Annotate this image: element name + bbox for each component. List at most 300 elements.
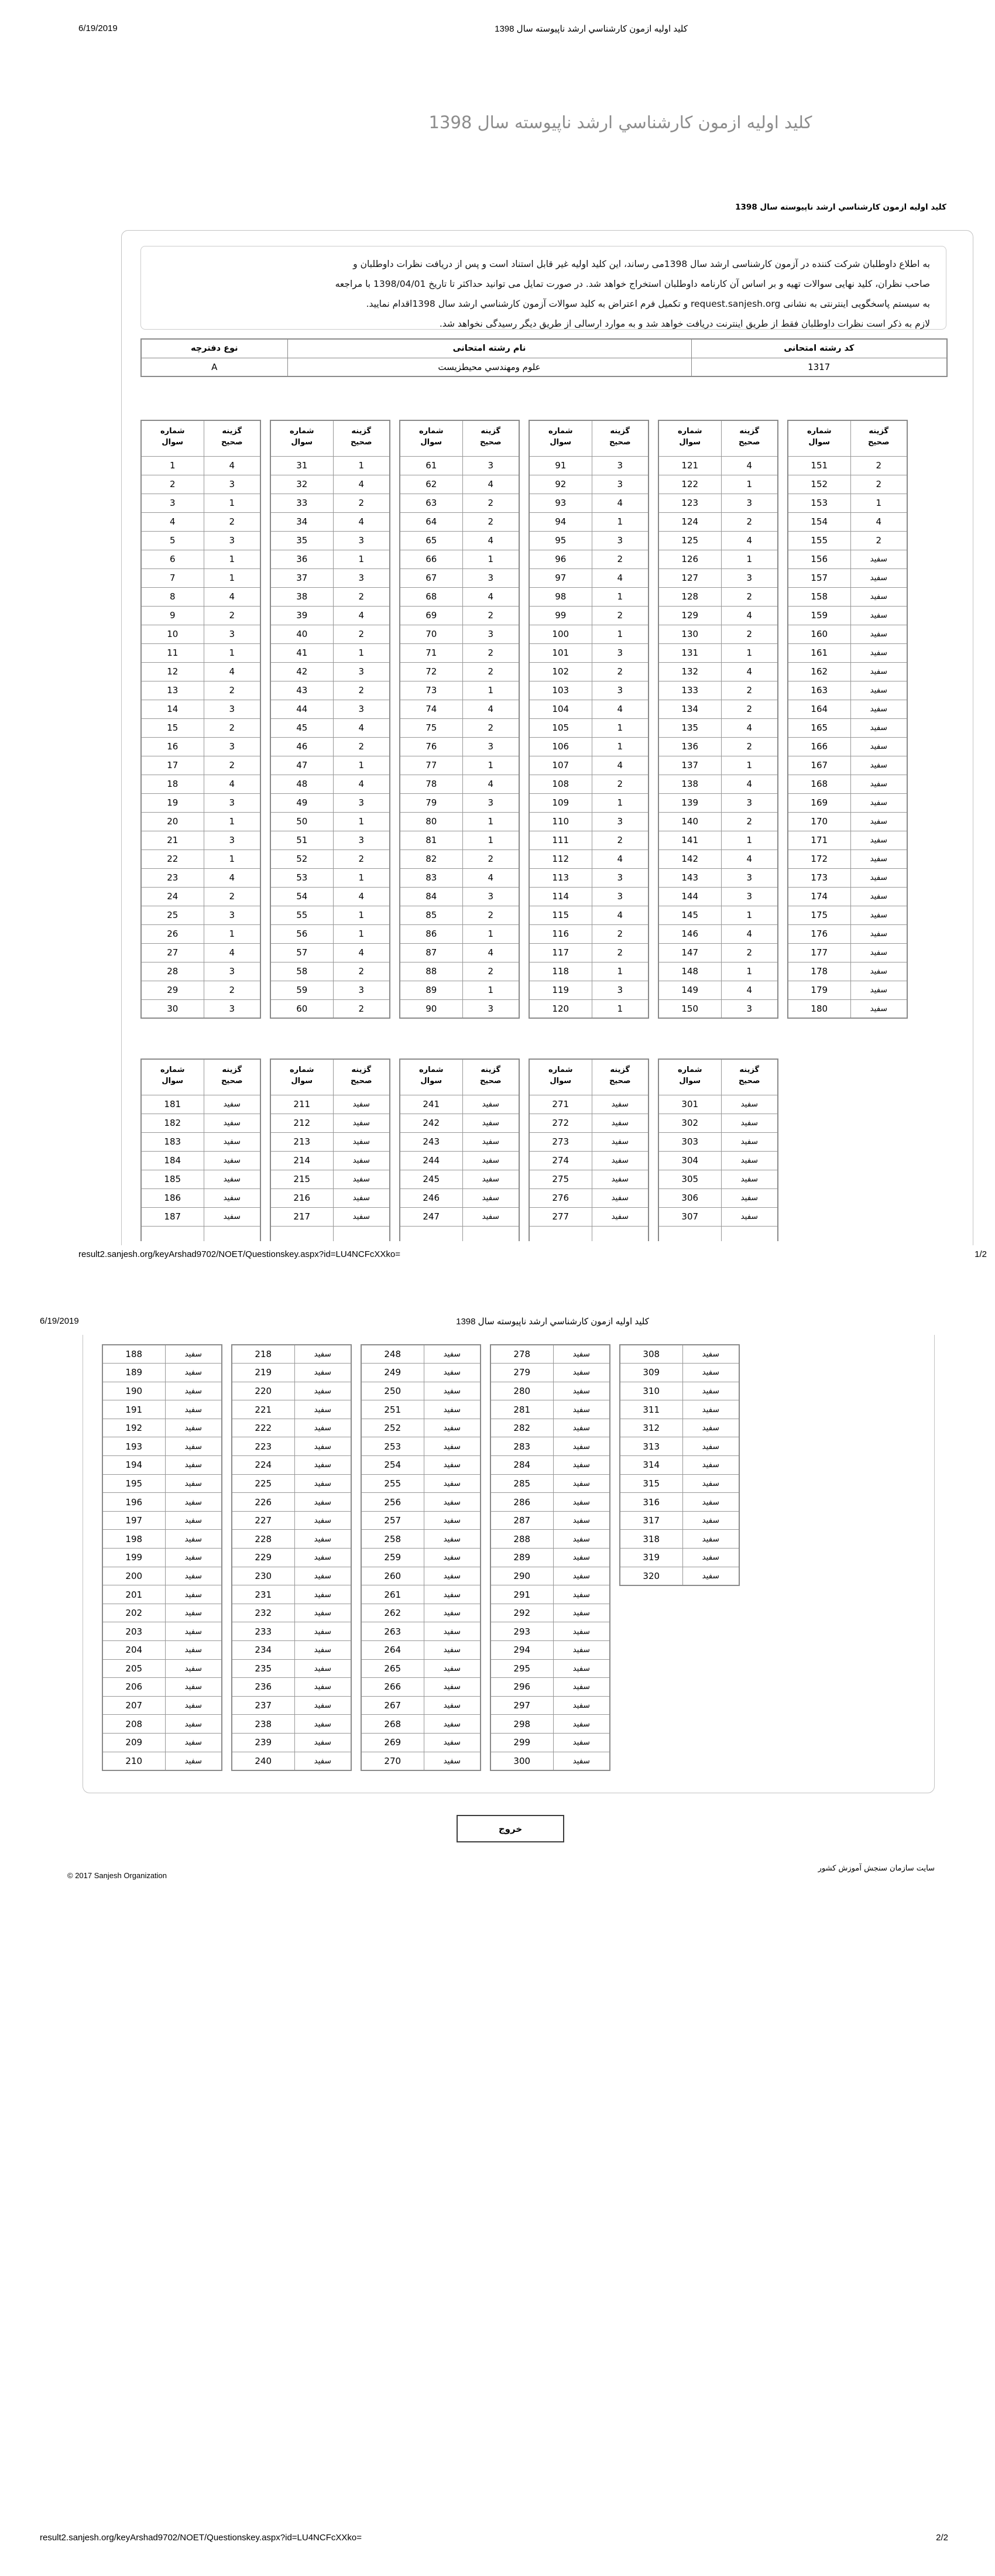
answer-key-subtable xyxy=(658,1059,778,1241)
answer-cell: سفید xyxy=(424,1585,481,1604)
question-number-cell: 312 xyxy=(620,1419,682,1437)
question-number-cell: 73 xyxy=(400,681,462,700)
answer-cell: 4 xyxy=(721,718,778,737)
question-number-cell: 198 xyxy=(102,1530,165,1549)
answer-cell: 2 xyxy=(721,737,778,756)
answer-cell: سفید xyxy=(592,1151,649,1170)
answer-cell: سفید xyxy=(204,1095,260,1114)
answer-cell: سفید xyxy=(553,1474,610,1493)
answer-cell: 1 xyxy=(204,568,260,587)
answer-cell: سفید xyxy=(553,1622,610,1641)
answer-key-subtable xyxy=(787,420,908,1019)
answer-cell: سفید xyxy=(850,812,907,831)
exit-button[interactable]: خروج xyxy=(457,1815,564,1842)
question-number-cell: 77 xyxy=(400,756,462,775)
question-number-cell: 265 xyxy=(361,1659,424,1678)
section-title: کلید اولیه ازمون کارشناسي ارشد ناپیوسته سال 1398 xyxy=(735,203,946,212)
answer-cell: 2 xyxy=(850,456,907,475)
question-number-cell: 271 xyxy=(529,1095,592,1114)
question-number-cell: 306 xyxy=(658,1188,721,1207)
answer-cell: سفید xyxy=(333,1114,390,1132)
answer-cell: 1 xyxy=(204,924,260,943)
answer-cell: 3 xyxy=(204,737,260,756)
question-number-cell: 259 xyxy=(361,1549,424,1567)
answer-cell: سفید xyxy=(553,1585,610,1604)
answer-cell: 2 xyxy=(721,512,778,531)
question-number-cell: 303 xyxy=(658,1132,721,1151)
answer-cell: 2 xyxy=(592,662,649,681)
answer-cell: سفید xyxy=(850,718,907,737)
answer-cell: سفید xyxy=(333,1132,390,1151)
question-number-cell: 256 xyxy=(361,1493,424,1512)
question-number-cell: 320 xyxy=(620,1567,682,1585)
answer-key-subtable xyxy=(102,1344,222,1771)
answer-cell: سفید xyxy=(333,1170,390,1188)
question-number-cell: 277 xyxy=(529,1207,592,1226)
question-number-cell: 260 xyxy=(361,1567,424,1585)
answer-cell: 2 xyxy=(204,681,260,700)
answer-cell: 4 xyxy=(721,849,778,868)
answer-cell: 2 xyxy=(850,531,907,550)
question-number-cell: 19 xyxy=(141,793,204,812)
question-number-cell: 115 xyxy=(529,906,592,924)
answer-cell: سفید xyxy=(553,1419,610,1437)
answer-cell: سفید xyxy=(165,1345,222,1364)
answer-cell: 1 xyxy=(721,831,778,849)
question-column-header: شماره سوال xyxy=(529,420,592,456)
question-number-cell: 253 xyxy=(361,1437,424,1456)
question-number-cell: 22 xyxy=(141,849,204,868)
answer-cell: 3 xyxy=(333,662,390,681)
answer-cell: سفید xyxy=(294,1345,351,1364)
question-number-cell: 81 xyxy=(400,831,462,849)
answer-cell: سفید xyxy=(850,924,907,943)
question-number-cell: 230 xyxy=(232,1567,294,1585)
question-column-header: شماره سوال xyxy=(400,1059,462,1095)
answer-cell: سفید xyxy=(850,943,907,962)
answer-cell: 2 xyxy=(333,681,390,700)
answer-cell: 1 xyxy=(721,550,778,568)
answer-cell: سفید xyxy=(592,1207,649,1226)
answer-cell: 1 xyxy=(462,681,519,700)
answer-cell: 4 xyxy=(462,531,519,550)
answer-cell: سفید xyxy=(462,1207,519,1226)
answer-cell: 1 xyxy=(204,550,260,568)
question-number-cell: 6 xyxy=(141,550,204,568)
question-number-cell: 83 xyxy=(400,868,462,887)
answer-key-subtable xyxy=(399,1059,520,1241)
question-number-cell: 1 xyxy=(141,456,204,475)
answer-cell: سفید xyxy=(553,1567,610,1585)
booklet-type-header: نوع دفترچه xyxy=(141,339,287,358)
question-number-cell: 29 xyxy=(141,981,204,999)
question-number-cell: 299 xyxy=(490,1733,553,1752)
answer-cell: سفید xyxy=(294,1530,351,1549)
question-number-cell: 269 xyxy=(361,1733,424,1752)
answer-cell: 3 xyxy=(462,456,519,475)
answer-cell: سفید xyxy=(721,1132,778,1151)
answer-cell: 4 xyxy=(592,568,649,587)
question-number-cell: 23 xyxy=(141,868,204,887)
page-break-partial-row xyxy=(141,1226,260,1241)
answer-cell: سفید xyxy=(165,1419,222,1437)
question-number-cell: 210 xyxy=(102,1752,165,1770)
answer-cell: سفید xyxy=(553,1696,610,1715)
answer-key-subtable xyxy=(490,1344,610,1771)
question-number-cell: 24 xyxy=(141,887,204,906)
question-number-cell: 235 xyxy=(232,1659,294,1678)
answer-cell: سفید xyxy=(424,1715,481,1734)
notice-box xyxy=(140,246,946,330)
question-number-cell: 35 xyxy=(270,531,333,550)
answer-cell: 4 xyxy=(592,906,649,924)
question-number-cell: 192 xyxy=(102,1419,165,1437)
answer-cell: سفید xyxy=(424,1364,481,1382)
answer-cell: سفید xyxy=(462,1170,519,1188)
question-number-cell: 43 xyxy=(270,681,333,700)
answer-cell: 3 xyxy=(204,625,260,643)
question-number-cell: 152 xyxy=(788,475,850,494)
answer-cell: 1 xyxy=(721,756,778,775)
question-number-cell: 55 xyxy=(270,906,333,924)
question-number-cell: 156 xyxy=(788,550,850,568)
answer-cell: سفید xyxy=(294,1364,351,1382)
answer-cell: 3 xyxy=(592,456,649,475)
answer-column-header: گزینه صحیح xyxy=(592,420,649,456)
question-number-cell: 21 xyxy=(141,831,204,849)
answer-cell: 3 xyxy=(721,793,778,812)
answer-cell: سفید xyxy=(682,1456,739,1475)
question-number-cell: 94 xyxy=(529,512,592,531)
question-number-cell: 199 xyxy=(102,1549,165,1567)
answer-cell: 4 xyxy=(333,475,390,494)
question-number-cell: 17 xyxy=(141,756,204,775)
question-number-cell: 257 xyxy=(361,1511,424,1530)
answer-cell: 3 xyxy=(333,531,390,550)
answer-cell: سفید xyxy=(333,1095,390,1114)
question-number-cell: 124 xyxy=(658,512,721,531)
question-number-cell: 129 xyxy=(658,606,721,625)
answer-cell: سفید xyxy=(294,1382,351,1400)
question-number-cell: 34 xyxy=(270,512,333,531)
question-number-cell: 274 xyxy=(529,1151,592,1170)
question-number-cell: 229 xyxy=(232,1549,294,1567)
question-number-cell: 272 xyxy=(529,1114,592,1132)
question-number-cell: 111 xyxy=(529,831,592,849)
question-number-cell: 127 xyxy=(658,568,721,587)
question-number-cell: 134 xyxy=(658,700,721,718)
answer-cell: سفید xyxy=(592,1114,649,1132)
question-number-cell: 79 xyxy=(400,793,462,812)
answer-cell: 1 xyxy=(333,924,390,943)
answer-cell: سفید xyxy=(165,1752,222,1770)
question-column-header: شماره سوال xyxy=(400,420,462,456)
answer-cell: 4 xyxy=(333,718,390,737)
question-number-cell: 169 xyxy=(788,793,850,812)
question-number-cell: 211 xyxy=(270,1095,333,1114)
answer-cell: سفید xyxy=(424,1733,481,1752)
answer-cell: سفید xyxy=(294,1511,351,1530)
question-number-cell: 183 xyxy=(141,1132,204,1151)
exam-info-value-row xyxy=(141,358,947,376)
answer-cell: سفید xyxy=(424,1345,481,1364)
answer-cell: سفید xyxy=(424,1567,481,1585)
answer-cell: 3 xyxy=(592,887,649,906)
answer-cell: سفید xyxy=(592,1095,649,1114)
answer-cell: 3 xyxy=(204,962,260,981)
question-number-cell: 220 xyxy=(232,1382,294,1400)
answer-column-header: گزینه صحیح xyxy=(592,1059,649,1095)
answer-cell: سفید xyxy=(850,662,907,681)
question-number-cell: 226 xyxy=(232,1493,294,1512)
question-number-cell: 236 xyxy=(232,1678,294,1697)
answer-cell: 2 xyxy=(333,999,390,1018)
question-number-cell: 242 xyxy=(400,1114,462,1132)
question-number-cell: 118 xyxy=(529,962,592,981)
answer-cell: 4 xyxy=(462,700,519,718)
question-number-cell: 39 xyxy=(270,606,333,625)
answer-cell: 4 xyxy=(462,475,519,494)
answer-cell: سفید xyxy=(294,1715,351,1734)
answer-cell: 2 xyxy=(204,606,260,625)
answer-cell: سفید xyxy=(294,1567,351,1585)
question-number-cell: 174 xyxy=(788,887,850,906)
question-number-cell: 261 xyxy=(361,1585,424,1604)
question-number-cell: 297 xyxy=(490,1696,553,1715)
question-number-cell: 44 xyxy=(270,700,333,718)
question-number-cell: 157 xyxy=(788,568,850,587)
field-code-header: کد رشته امتحانی xyxy=(691,339,947,358)
question-number-cell: 69 xyxy=(400,606,462,625)
question-number-cell: 188 xyxy=(102,1345,165,1364)
question-number-cell: 52 xyxy=(270,849,333,868)
question-column-header: شماره سوال xyxy=(529,1059,592,1095)
answer-cell: 3 xyxy=(721,494,778,512)
answer-cell: سفید xyxy=(462,1151,519,1170)
answer-cell: سفید xyxy=(204,1151,260,1170)
question-number-cell: 310 xyxy=(620,1382,682,1400)
answer-cell: 3 xyxy=(592,812,649,831)
question-number-cell: 175 xyxy=(788,906,850,924)
question-number-cell: 150 xyxy=(658,999,721,1018)
answer-cell: سفید xyxy=(294,1585,351,1604)
answer-cell: سفید xyxy=(333,1151,390,1170)
answer-cell: سفید xyxy=(424,1456,481,1475)
question-number-cell: 252 xyxy=(361,1419,424,1437)
answer-cell: سفید xyxy=(424,1493,481,1512)
question-number-cell: 245 xyxy=(400,1170,462,1188)
answer-cell: 2 xyxy=(333,849,390,868)
question-number-cell: 166 xyxy=(788,737,850,756)
answer-cell: 1 xyxy=(462,831,519,849)
answer-cell: 3 xyxy=(204,700,260,718)
question-number-cell: 232 xyxy=(232,1604,294,1622)
question-number-cell: 287 xyxy=(490,1511,553,1530)
answer-cell: 3 xyxy=(204,531,260,550)
question-number-cell: 189 xyxy=(102,1364,165,1382)
answer-cell: 4 xyxy=(462,775,519,793)
answer-cell: سفید xyxy=(462,1132,519,1151)
question-number-cell: 218 xyxy=(232,1345,294,1364)
answer-key-subtable xyxy=(270,420,390,1019)
answer-cell: سفید xyxy=(850,868,907,887)
question-number-cell: 286 xyxy=(490,1493,553,1512)
answer-key-subtable xyxy=(658,420,778,1019)
answer-cell: سفید xyxy=(850,606,907,625)
answer-cell: 2 xyxy=(592,550,649,568)
question-number-cell: 53 xyxy=(270,868,333,887)
answer-cell: 1 xyxy=(333,756,390,775)
question-number-cell: 194 xyxy=(102,1456,165,1475)
question-number-cell: 172 xyxy=(788,849,850,868)
answer-cell: سفید xyxy=(553,1400,610,1419)
answer-cell: سفید xyxy=(294,1659,351,1678)
answer-cell: 3 xyxy=(204,831,260,849)
question-number-cell: 153 xyxy=(788,494,850,512)
question-number-cell: 302 xyxy=(658,1114,721,1132)
question-number-cell: 95 xyxy=(529,531,592,550)
answer-cell: سفید xyxy=(165,1733,222,1752)
answer-cell: سفید xyxy=(553,1659,610,1678)
question-number-cell: 191 xyxy=(102,1400,165,1419)
answer-cell: 3 xyxy=(204,793,260,812)
question-number-cell: 212 xyxy=(270,1114,333,1132)
question-number-cell: 3 xyxy=(141,494,204,512)
question-number-cell: 137 xyxy=(658,756,721,775)
answer-cell: 4 xyxy=(333,775,390,793)
question-number-cell: 243 xyxy=(400,1132,462,1151)
question-number-cell: 216 xyxy=(270,1188,333,1207)
answer-cell: 3 xyxy=(333,831,390,849)
question-number-cell: 184 xyxy=(141,1151,204,1170)
question-number-cell: 84 xyxy=(400,887,462,906)
answer-cell: سفید xyxy=(165,1585,222,1604)
question-number-cell: 117 xyxy=(529,943,592,962)
question-number-cell: 28 xyxy=(141,962,204,981)
field-name-value: علوم ومهندسي محیطزیست xyxy=(287,358,691,376)
question-number-cell: 104 xyxy=(529,700,592,718)
question-number-cell: 200 xyxy=(102,1567,165,1585)
answer-cell: سفید xyxy=(553,1511,610,1530)
question-number-cell: 205 xyxy=(102,1659,165,1678)
question-number-cell: 185 xyxy=(141,1170,204,1188)
question-number-cell: 26 xyxy=(141,924,204,943)
answer-cell: سفید xyxy=(165,1511,222,1530)
answer-cell: 2 xyxy=(721,943,778,962)
answer-cell: سفید xyxy=(165,1549,222,1567)
question-column-header: شماره سوال xyxy=(270,420,333,456)
answer-cell: 1 xyxy=(721,962,778,981)
question-number-cell: 30 xyxy=(141,999,204,1018)
question-number-cell: 207 xyxy=(102,1696,165,1715)
question-number-cell: 61 xyxy=(400,456,462,475)
answer-key-subtable xyxy=(140,420,261,1019)
answer-cell: 3 xyxy=(721,868,778,887)
question-number-cell: 284 xyxy=(490,1456,553,1475)
question-number-cell: 246 xyxy=(400,1188,462,1207)
question-number-cell: 41 xyxy=(270,643,333,662)
answer-cell: سفید xyxy=(294,1696,351,1715)
question-number-cell: 307 xyxy=(658,1207,721,1226)
question-number-cell: 241 xyxy=(400,1095,462,1114)
question-number-cell: 49 xyxy=(270,793,333,812)
question-number-cell: 180 xyxy=(788,999,850,1018)
print-header-title-page2: کلید اولیه ازمون کارشناسي ارشد ناپیوسته سال 1398 xyxy=(456,1317,649,1327)
question-number-cell: 154 xyxy=(788,512,850,531)
question-number-cell: 319 xyxy=(620,1549,682,1567)
answer-cell: 2 xyxy=(592,924,649,943)
answer-cell: سفید xyxy=(424,1511,481,1530)
answer-cell: 2 xyxy=(850,475,907,494)
question-number-cell: 123 xyxy=(658,494,721,512)
answer-cell: 4 xyxy=(721,662,778,681)
answer-cell: 1 xyxy=(333,812,390,831)
answer-cell: سفید xyxy=(553,1493,610,1512)
answer-cell: سفید xyxy=(682,1511,739,1530)
answer-cell: سفید xyxy=(850,643,907,662)
answer-cell: 2 xyxy=(204,887,260,906)
question-number-cell: 178 xyxy=(788,962,850,981)
answer-cell: 2 xyxy=(333,737,390,756)
answer-cell: سفید xyxy=(294,1641,351,1660)
answer-cell: سفید xyxy=(165,1567,222,1585)
question-number-cell: 62 xyxy=(400,475,462,494)
answer-cell: سفید xyxy=(165,1364,222,1382)
question-number-cell: 142 xyxy=(658,849,721,868)
answer-cell: 2 xyxy=(721,812,778,831)
question-column-header: شماره سوال xyxy=(658,420,721,456)
answer-cell: سفید xyxy=(682,1400,739,1419)
copyright-notice: © 2017 Sanjesh Organization xyxy=(67,1871,167,1880)
question-number-cell: 108 xyxy=(529,775,592,793)
question-number-cell: 138 xyxy=(658,775,721,793)
answer-column-header: گزینه صحیح xyxy=(204,420,260,456)
question-number-cell: 197 xyxy=(102,1511,165,1530)
question-number-cell: 288 xyxy=(490,1530,553,1549)
question-number-cell: 203 xyxy=(102,1622,165,1641)
question-number-cell: 99 xyxy=(529,606,592,625)
print-footer-url-page1: result2.sanjesh.org/keyArshad9702/NOET/Questionskey.aspx?id=LU4NCFcXXko= xyxy=(78,1249,400,1259)
question-number-cell: 190 xyxy=(102,1382,165,1400)
question-number-cell: 170 xyxy=(788,812,850,831)
question-number-cell: 147 xyxy=(658,943,721,962)
question-number-cell: 76 xyxy=(400,737,462,756)
question-number-cell: 91 xyxy=(529,456,592,475)
question-number-cell: 264 xyxy=(361,1641,424,1660)
answer-cell: 3 xyxy=(204,999,260,1018)
question-number-cell: 291 xyxy=(490,1585,553,1604)
question-number-cell: 187 xyxy=(141,1207,204,1226)
question-number-cell: 282 xyxy=(490,1419,553,1437)
notice-line: صاحب نظران، کلید نهایی سوالات تهیه و بر اساس آن کارنامه داوطلبان استخراج خواهد شد. در صورت تمایل می توانید حداکثر تا تاریخ 1398/04/01 با مراجعه xyxy=(335,279,930,289)
question-number-cell: 215 xyxy=(270,1170,333,1188)
answer-key-table-q1-180 xyxy=(140,420,908,1019)
question-number-cell: 78 xyxy=(400,775,462,793)
question-column-header: شماره سوال xyxy=(141,1059,204,1095)
answer-cell: سفید xyxy=(682,1364,739,1382)
field-name-header: نام رشته امتحانی xyxy=(287,339,691,358)
question-column-header: شماره سوال xyxy=(658,1059,721,1095)
question-number-cell: 132 xyxy=(658,662,721,681)
question-number-cell: 122 xyxy=(658,475,721,494)
answer-cell: 3 xyxy=(462,999,519,1018)
question-number-cell: 128 xyxy=(658,587,721,606)
answer-cell: 4 xyxy=(592,700,649,718)
answer-cell: 4 xyxy=(721,775,778,793)
question-number-cell: 221 xyxy=(232,1400,294,1419)
answer-cell: سفید xyxy=(165,1604,222,1622)
answer-cell: سفید xyxy=(850,906,907,924)
